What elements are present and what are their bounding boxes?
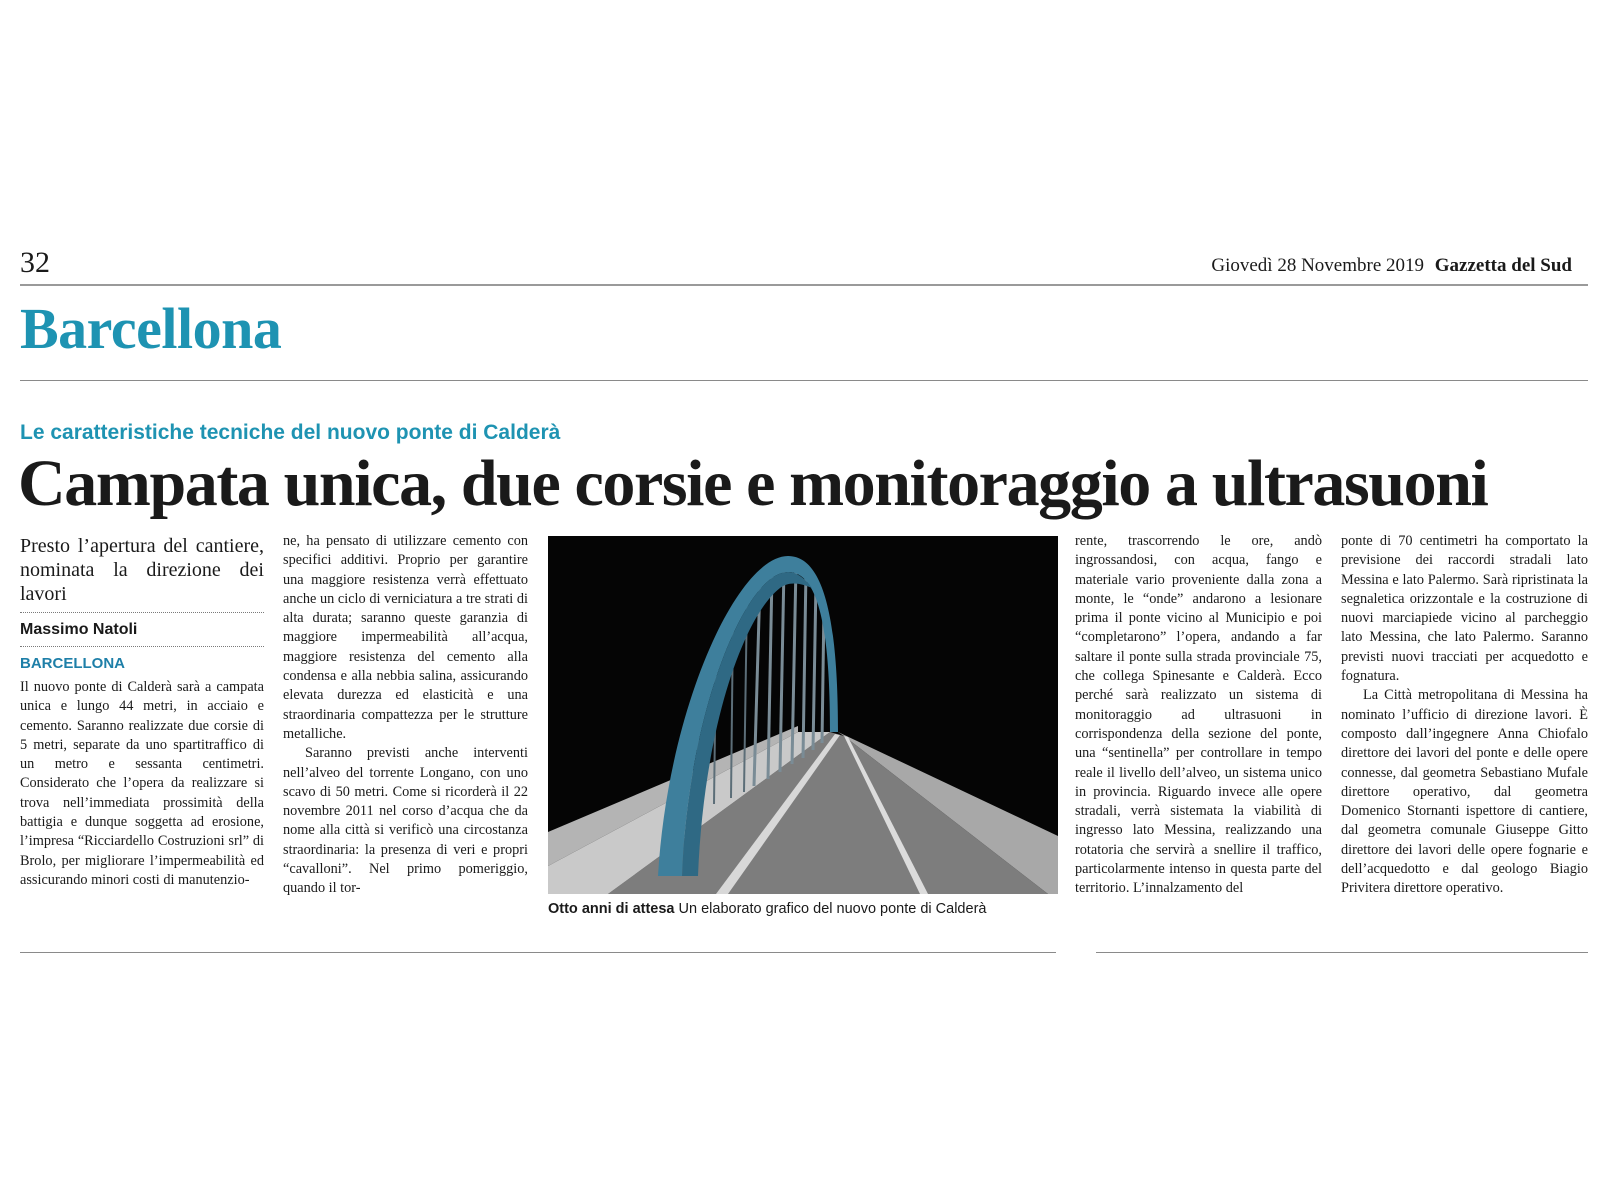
article-paragraph: La Città metropolitana di Messina ha nominato l’ufficio di direzione lavori. È composto dall’ingegnere Anna Chiofalo direttore dei lavori del ponte e delle opere connesse, dal geometra Sebastiano Mufale direttore operativo, dal geometra Domenico Stornanti ispettore di cantiere, dal geometra comunale Giuseppe Gitto direttore dei lavori delle opere fognarie e dell’acquedotto e dal geologo Biagio Privitera direttore operativo. — [1341, 687, 1588, 897]
article-author: Massimo Natoli — [20, 621, 138, 638]
article-paragraph: Il nuovo ponte di Calderà sarà a campata unica e lungo 44 metri, in acciaio e cemento. Saranno realizzate due corsie di 5 metri, separate da uno spartitraffico di un metro e sessanta centimetri. Considerato che l’opera da realizzare si trova nell’immediata prossimità della battigia e dunque soggetta ad erosione, l’impresa “Ricciardello Costruzioni srl” di Brolo, per migliorare l’impermeabilità ed assicurando minori costi di manutenzio- — [20, 679, 264, 888]
article-summary: Presto l’apertura del cantiere, nominata la direzione dei lavori — [20, 535, 264, 605]
caption-text: Un elaborato grafico del nuovo ponte di Calderà — [678, 901, 987, 917]
article-dateline: BARCELLONA — [20, 655, 125, 672]
article-kicker: Le caratteristiche tecniche del nuovo ponte di Calderà — [20, 421, 561, 444]
bridge-rendering-image — [548, 536, 1058, 894]
page-header-info — [1211, 255, 1572, 277]
section-title: Barcellona — [20, 296, 282, 361]
article-column-2 — [283, 532, 528, 899]
publication-date: Giovedì 28 Novembre 2019 — [1211, 255, 1425, 276]
bridge-illustration — [548, 536, 1058, 894]
photo-caption — [548, 900, 1068, 918]
article-column-4 — [1341, 532, 1588, 899]
article-headline: Campata unica, due corsie e monitoraggio a ultrasuoni — [18, 447, 1488, 520]
publication-name: Gazzetta del Sud — [1434, 255, 1572, 276]
section-rule — [20, 380, 1588, 381]
article-column-3 — [1075, 532, 1322, 899]
dotted-divider — [20, 612, 264, 613]
article-paragraph: rente, trascorrendo le ore, andò ingrossandosi, con acqua, fango e materiale vario proveniente dalla zona a monte, le “onde” andarono a lesionare prima il ponte vicino al Municipio e poi “completarono” l’opera, andando a far saltare il ponte sulla strada provinciale 75, che collega Spinesante e Calderà. Ecco perché sarà realizzato un sistema di monitoraggio ad ultrasuoni in corrispondenza della sezione del ponte, una “sentinella” per controllare in tempo reale il livello dell’alveo, un sistema unico in provincia. Riguardo invece alle opere stradali, verrà sistemata la viabilità di ingresso lato Messina, realizzando una rotatoria che servirà a snellire il traffico, particolarmente intenso in questa parte del territorio. L’innalzamento del — [1075, 533, 1322, 897]
article-paragraph: ne, ha pensato di utilizzare cemento con specifici additivi. Proprio per garantire una maggiore resistenza verrà effettuato anche un ciclo di verniciatura a tre strati di alta durata; saranno queste garanzia di maggiore impermeabilità all’acqua, maggiore resistenza del cemento alla condensa e alla nebbia salina, assicurando elevata durezza ed elasticità e una straordinaria compattezza per le strutture metalliche. — [283, 533, 528, 742]
footer-rule — [20, 952, 1056, 953]
article-column-1 — [20, 534, 264, 890]
footer-rule — [1096, 952, 1588, 953]
dotted-divider — [20, 646, 264, 647]
article-paragraph: Saranno previsti anche interventi nell’alveo del torrente Longano, con uno scavo di 50 metri. Come si ricorderà il 22 novembre 2011 nel corso d’acqua che da nome alla città si verificò una circostanza straordinaria: la presenza di veri e propri “cavalloni”. Nel primo pomeriggio, quando il tor- — [283, 745, 528, 897]
caption-lead: Otto anni di attesa — [548, 901, 675, 917]
article-paragraph: ponte di 70 centimetri ha comportato la previsione dei raccordi stradali lato Messina e lato Palermo. Sarà ripristinata la segnaletica orizzontale e la costruzione di nuovi marciapiede vicino al parcheggio lato Messina, che lato Palermo. Saranno previsti nuovi tracciati per acquedotto e fognatura. — [1341, 533, 1588, 685]
page-number: 32 — [20, 246, 50, 279]
header-rule — [20, 284, 1588, 286]
